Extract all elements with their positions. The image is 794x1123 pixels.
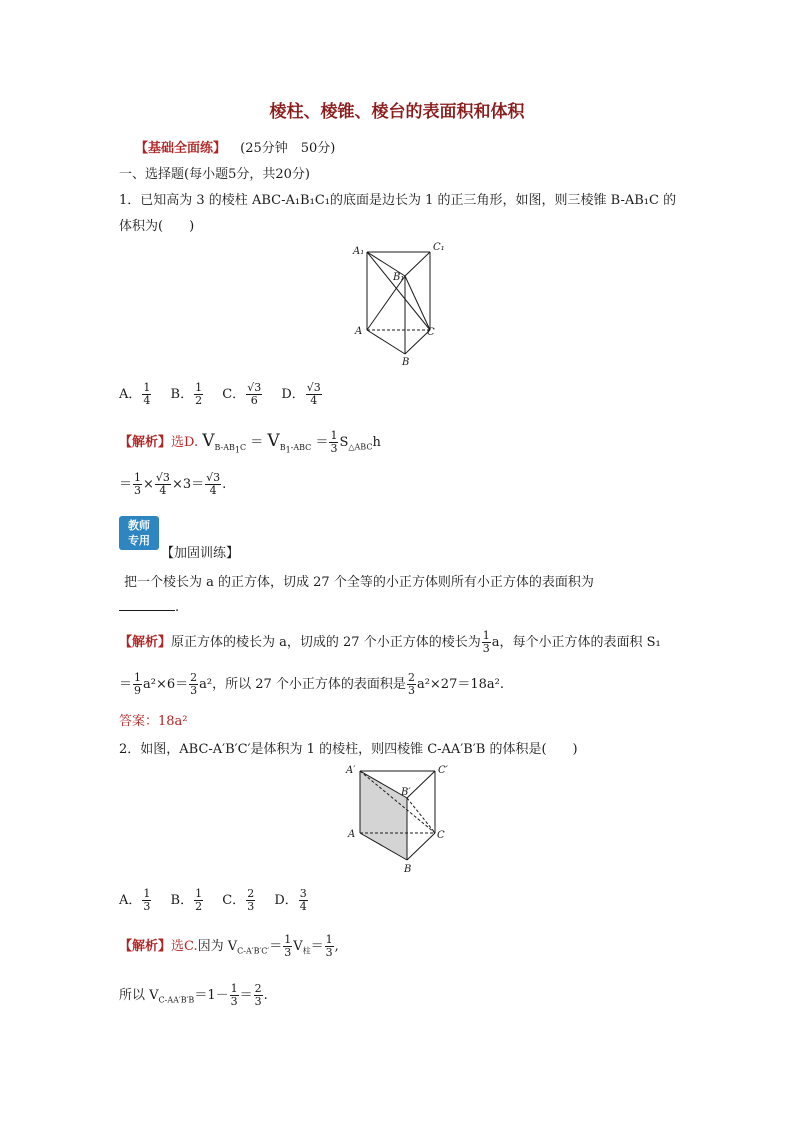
q2-analysis-line2: 所以 $V_{C-AA'B'B}=1-$ $\frac{1}{3}$ ＝ $\frac{2}{3}$ .	[119, 982, 268, 1008]
extra-answer: 答案：18a²	[119, 714, 188, 729]
fig2-label-c: C	[437, 830, 445, 841]
q1-analysis-tag: 【解析】	[119, 435, 172, 450]
fig1-label-c: C	[427, 327, 435, 338]
q1-option-b[interactable]: B． $\frac{1}{2}$	[170, 381, 203, 407]
q1-analysis-line2: ＝ $\frac{1}{3}$ × $\frac{√3}{4}$ ×3＝ $\frac{√3}{4}$ .	[119, 471, 227, 497]
q1-prism-figure	[345, 238, 455, 372]
fig2-label-a: A	[348, 829, 356, 840]
fig2-label-c-prime: C′	[438, 765, 448, 776]
section-heading: 【基础全面练】	[135, 141, 227, 156]
fig1-label-a1: A₁	[353, 246, 365, 257]
extra-answer-blank: .	[119, 598, 179, 615]
q1-analysis-pick: 选D.	[171, 435, 199, 450]
fig1-label-a: A	[355, 326, 363, 337]
q2-option-d[interactable]: D． $\frac{3}{4}$	[274, 887, 307, 913]
extra-analysis-line1: 【解析】原正方体的棱长为 a，切成的 27 个小正方体的棱长为 $\frac{1}{3}$ a，每个小正方体的表面积 S₁	[119, 629, 661, 655]
fig1-label-b1: B₁	[393, 272, 405, 283]
section-header	[135, 137, 335, 156]
q2-option-c[interactable]: C． $\frac{2}{3}$	[222, 887, 255, 913]
fig2-label-b: B	[404, 864, 412, 875]
fig2-label-a-prime: A′	[346, 765, 356, 776]
q1-option-a[interactable]: A． $\frac{1}{4}$	[119, 381, 151, 407]
q1-option-c[interactable]: C． $\frac{√3}{6}$	[222, 381, 262, 407]
section-meta: (25分钟 50分)	[240, 141, 336, 156]
teacher-only-badge: 教师 专用	[119, 516, 159, 550]
q1-stem-line1: 1．已知高为 3 的棱柱 ABC-A₁B₁C₁的底面是边长为 1 的正三角形，如图，则三棱锥 B-AB₁C 的	[119, 193, 677, 208]
q1-analysis-line1	[119, 430, 381, 455]
q1-option-d[interactable]: D． $\frac{√3}{4}$	[281, 381, 321, 407]
q1-options	[119, 382, 337, 407]
q2-prism-figure	[343, 763, 453, 878]
q1-stem-line2: 体积为( )	[119, 219, 195, 234]
fig1-label-c1: C₁	[433, 242, 445, 253]
page-title: 棱柱、棱锥、棱台的表面积和体积	[269, 102, 525, 122]
q2-option-b[interactable]: B． $\frac{1}{2}$	[170, 887, 203, 913]
q2-options	[119, 888, 323, 913]
fig1-label-b: B	[402, 357, 410, 368]
extra-analysis-tag: 【解析】	[119, 635, 172, 650]
q2-analysis-tag: 【解析】	[119, 939, 172, 954]
extra-question: 把一个棱长为 a 的正方体，切成 27 个全等的小正方体则所有小正方体的表面积为	[124, 575, 594, 590]
q2-stem: 2．如图，ABC-A′B′C′是体积为 1 的棱柱，则四棱锥 C-AA′B′B 的体积是( )	[119, 742, 578, 757]
extra-analysis-line2: ＝ $\frac{1}{9}$ a²×6＝ $\frac{2}{3}$ a²，所以 27 个小正方体的表面积是 $\frac{2}{3}$ a²×27＝18a².	[119, 671, 504, 697]
extra-heading: 【加固训练】	[161, 546, 240, 561]
fig2-label-b-prime: B′	[401, 787, 411, 798]
q2-analysis-pick: 选C.	[171, 939, 198, 954]
part-one-heading: 一、选择题(每小题5分，共20分)	[119, 167, 310, 182]
q1-analysis-formula: $V_{B-AB_1C} = V_{B_1-ABC}$ ＝ $\frac{1}{3}$ $S_{\triangle ABC}h$	[202, 429, 381, 455]
q2-option-a[interactable]: A． $\frac{1}{3}$	[119, 887, 151, 913]
q2-analysis-line1: 【解析】选C.因为 $V_{C-A'B'C'}=$ $\frac{1}{3}$ $V_柱=$ $\frac{1}{3}$ ,	[119, 933, 339, 959]
